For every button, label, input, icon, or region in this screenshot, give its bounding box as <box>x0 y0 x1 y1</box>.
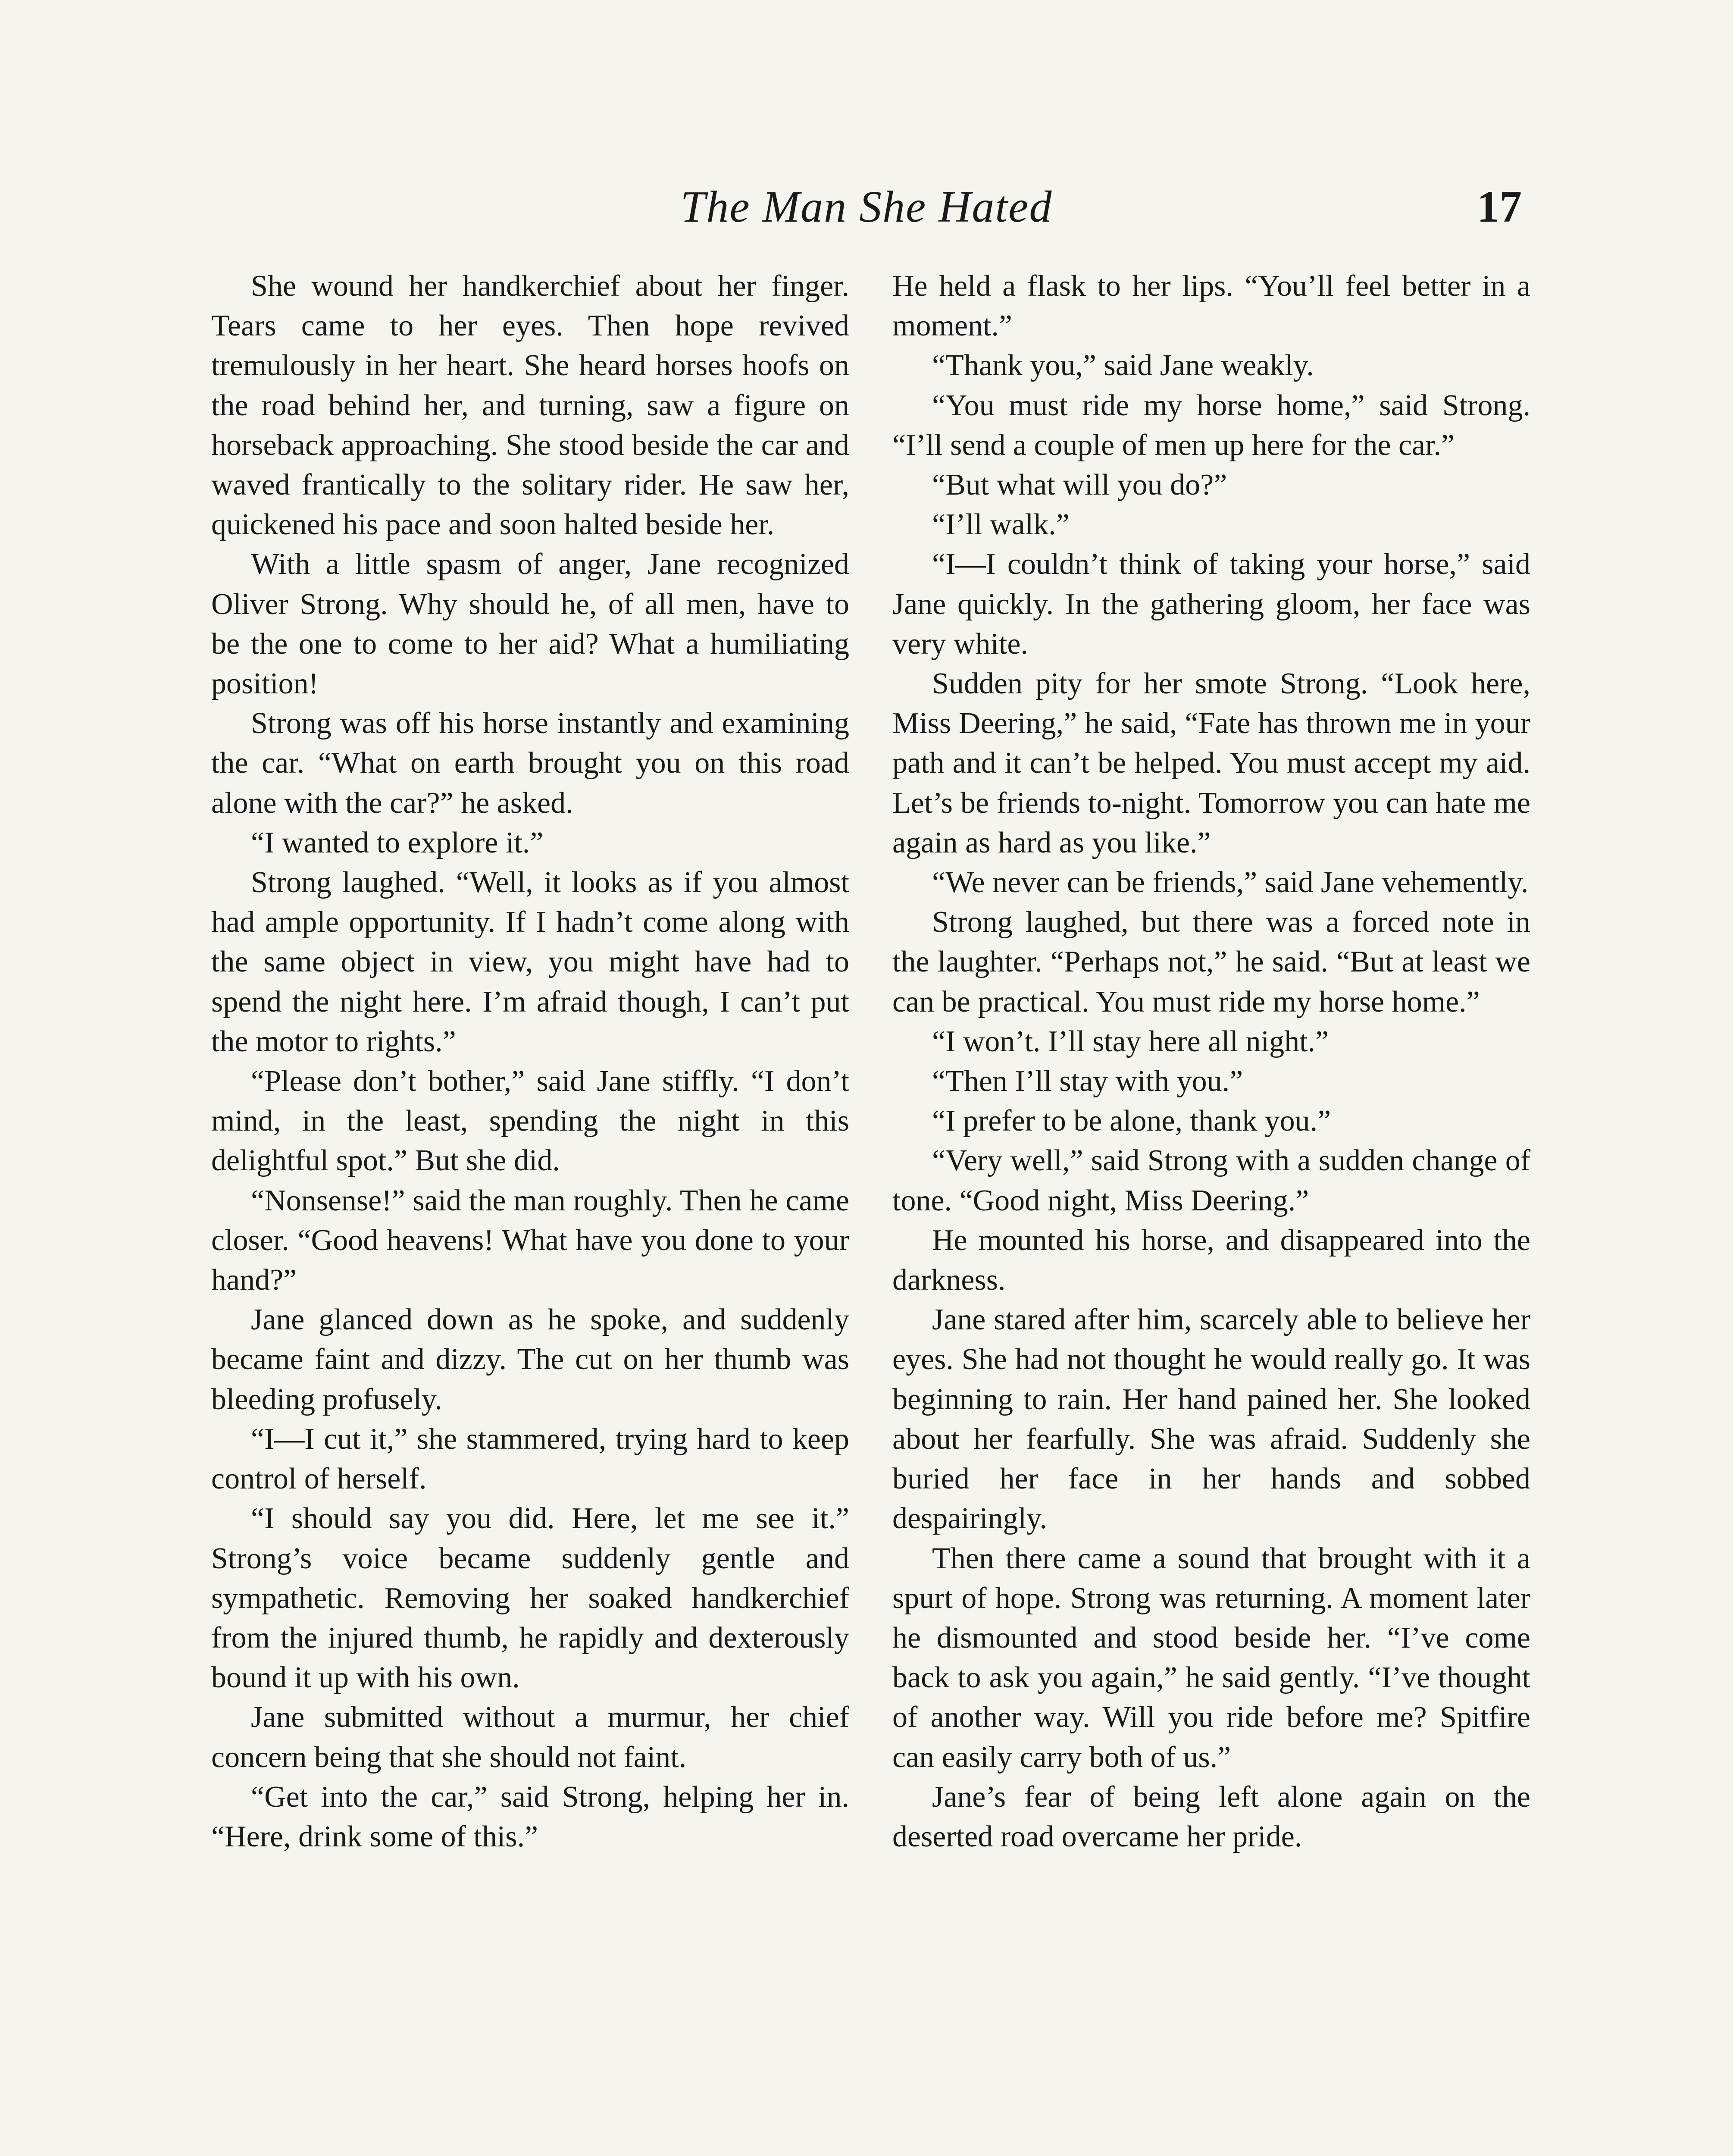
paragraph: “We never can be friends,” said Jane vehemently. <box>932 866 1529 899</box>
paragraph: Jane stared after him, scarcely able to believe her eyes. She had not thought he would really go. It was beginning to rain. Her hand pained her. She looked about her fearfully. She was afraid. Suddenly she buried her face in her hands and sobbed despairingly. <box>892 1303 1530 1536</box>
paragraph: Jane’s fear of being left alone again on the deserted road overcame her pride. <box>892 1780 1530 1853</box>
page-number: 17 <box>1477 182 1522 232</box>
paragraph: “Get into the car,” said Strong, helping her in. “Here, drink some of this.” <box>211 1780 849 1853</box>
paragraph: “I wanted to explore it.” <box>251 826 544 859</box>
paragraph: Jane submitted without a murmur, her chief concern being that she should not faint. <box>211 1701 849 1774</box>
paragraph: With a little spasm of anger, Jane recognized Oliver Strong. Why should he, of all men, have to be the one to come to her aid? What a humiliating position! <box>211 548 849 701</box>
right-column <box>892 266 1530 1857</box>
left-column <box>211 266 849 1857</box>
paragraph: He mounted his horse, and disappeared into the darkness. <box>892 1223 1530 1297</box>
running-title: The Man She Hated <box>680 182 1053 232</box>
running-head <box>211 181 1522 241</box>
paragraph: “I—I couldn’t think of taking your horse,” said Jane quickly. In the gathering gloom, her face was very white. <box>892 548 1530 661</box>
paragraph: She wound her handkerchief about her finger. Tears came to her eyes. Then hope revived tremulously in her heart. She heard horses hoofs on the road behind her, and turning, saw a figure on horseback approaching. She stood beside the car and waved frantically to the solitary rider. He saw her, quickened his pace and soon halted beside her. <box>211 270 849 542</box>
paragraph: “I—I cut it,” she stammered, trying hard to keep control of herself. <box>211 1422 849 1496</box>
paragraph: “But what will you do?” <box>932 468 1227 502</box>
paragraph: “Nonsense!” said the man roughly. Then he came closer. “Good heavens! What have you done to your hand?” <box>211 1184 849 1297</box>
paragraph: “Then I’ll stay with you.” <box>932 1065 1243 1098</box>
paragraph: “Very well,” said Strong with a sudden change of tone. “Good night, Miss Deering.” <box>892 1144 1530 1217</box>
paragraph: Strong laughed. “Well, it looks as if you almost had ample opportunity. If I hadn’t come along with the same object in view, you might have had to spend the night here. I’m afraid though, I can’t put the motor to rights.” <box>211 866 849 1058</box>
paragraph: “You must ride my horse home,” said Strong. “I’ll send a couple of men up here for the car.” <box>892 389 1530 462</box>
paragraph: Sudden pity for her smote Strong. “Look here, Miss Deering,” he said, “Fate has thrown me in your path and it can’t be helped. You must accept my aid. Let’s be friends to-night. Tomorrow you can hate me again as hard as you like.” <box>892 667 1530 859</box>
paragraph: “Please don’t bother,” said Jane stiffly. “I don’t mind, in the least, spending the night in this delightful spot.” But she did. <box>211 1065 849 1178</box>
paragraph: “I won’t. I’ll stay here all night.” <box>932 1025 1329 1058</box>
paragraph: Strong laughed, but there was a forced note in the laughter. “Perhaps not,” he said. “But at least we can be practical. You must ride my horse home.” <box>892 906 1530 1018</box>
paragraph: Jane glanced down as he spoke, and suddenly became faint and dizzy. The cut on her thumb was bleeding profusely. <box>211 1303 849 1416</box>
paragraph: “I’ll walk.” <box>932 508 1070 542</box>
continued-paragraph: He held a flask to her lips. “You’ll feel better in a moment.” <box>892 270 1530 343</box>
paragraph: Strong was off his horse instantly and examining the car. “What on earth brought you on this road alone with the car?” he asked. <box>211 707 849 820</box>
paragraph: “I should say you did. Here, let me see it.” Strong’s voice became suddenly gentle and sympathetic. Removing her soaked handkerchief from the injured thumb, he rapidly and dexterously bound it up with his own. <box>211 1502 849 1695</box>
paragraph: Then there came a sound that brought with it a spurt of hope. Strong was returning. A moment later he dismounted and stood beside her. “I’ve come back to ask you again,” he said gently. “I’ve thought of another way. Will you ride before me? Spitfire can easily carry both of us.” <box>892 1542 1530 1774</box>
paragraph: “I prefer to be alone, thank you.” <box>932 1104 1331 1138</box>
paragraph: “Thank you,” said Jane weakly. <box>932 349 1314 382</box>
